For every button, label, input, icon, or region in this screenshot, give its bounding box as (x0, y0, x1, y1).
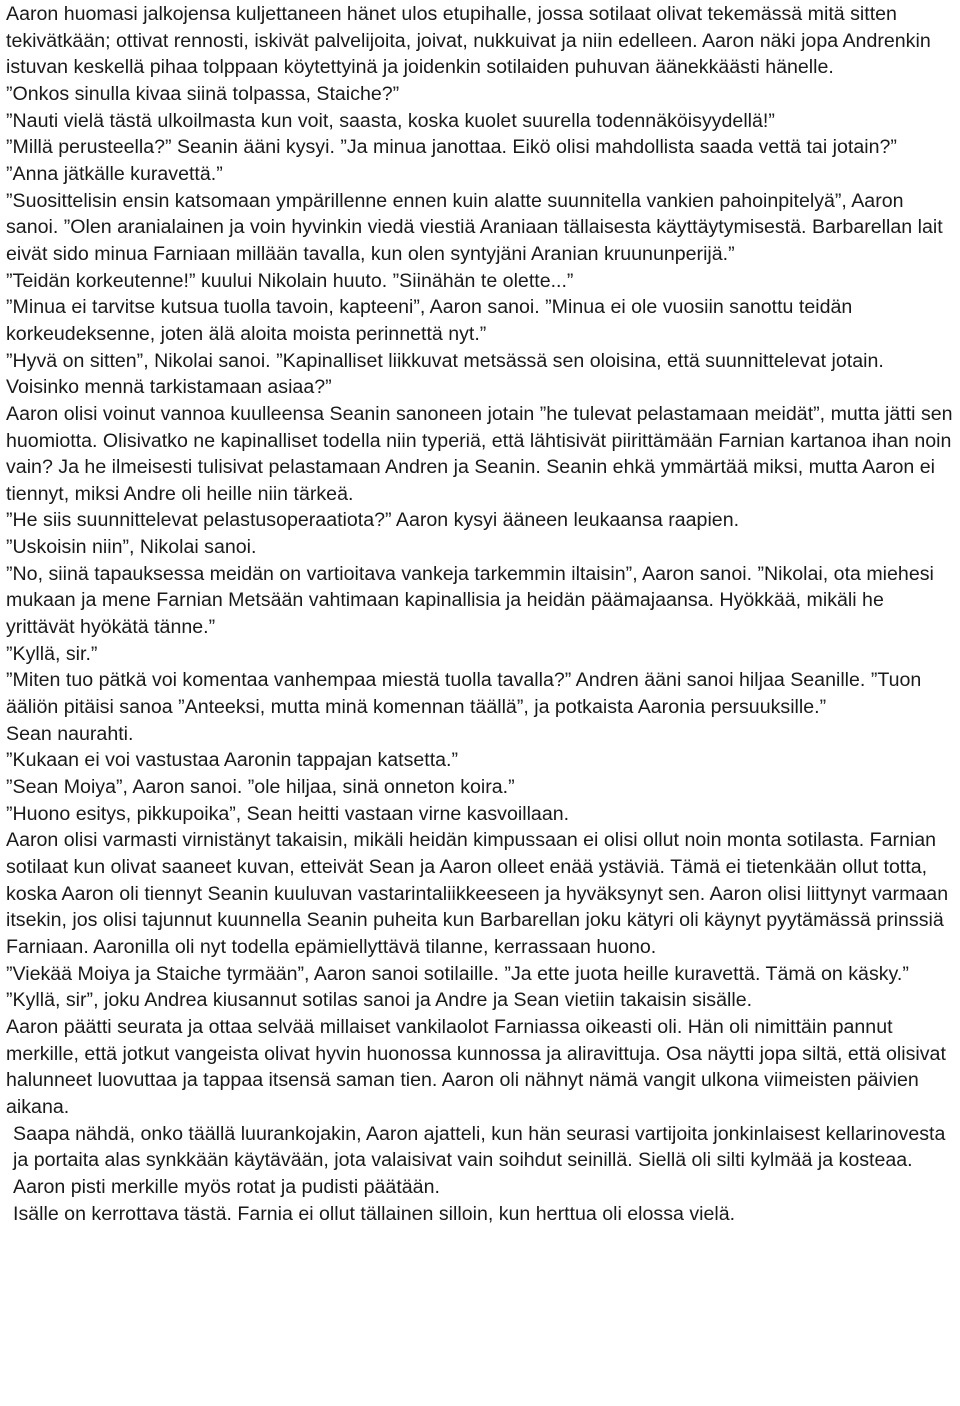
dialogue-line: ”Kyllä, sir”, joku Andrea kiusannut sotilas sanoi ja Andre ja Sean vietiin takaisin sisälle. (6, 989, 753, 1012)
paragraph: Isälle on kerrottava tästä. Farnia ei ollut tällainen silloin, kun herttua oli elossa vielä. (13, 1202, 736, 1225)
paragraph: Sean naurahti. (6, 722, 134, 745)
paragraph: Aaron pisti merkille myös rotat ja pudisti päätään. (13, 1175, 440, 1198)
dialogue-line: ”No, siinä tapauksessa meidän on vartioitava vankeja tarkemmin iltaisin”, Aaron sanoi. ”Nikolai, ota miehesi mukaan ja mene Farnian Metsään vahtimaan kapinallisia ja heidän päämajaansa. Hyökkää, mikäli he yrittävät hyökätä tänne.” (6, 562, 934, 639)
paragraph: Aaron päätti seurata ja ottaa selvää millaiset vankilaolot Farniassa oikeasti oli. Hän oli nimittäin pannut merkille, että jotkut vangeista olivat hyvin huonossa kunnossa ja aliravittuja. Osa näytti jopa siltä, että olisivat halunneet luovuttaa ja tappaa itsensä saman tien. Aaron oli nähnyt nämä vangit ulkona viimeisten päivien aikana. (6, 1015, 946, 1118)
dialogue-line: ”Millä perusteella?” Seanin ääni kysyi. ”Ja minua janottaa. Eikö olisi mahdollista saada vettä tai jotain?” (6, 136, 897, 159)
paragraph: Aaron huomasi jalkojensa kuljettaneen hänet ulos etupihalle, jossa sotilaat olivat tekemässä mitä sitten tekivätkään; ottivat rennosti, iskivät palvelijoita, joivat, nukkuivat ja niin edelleen. Aaron näki jopa Andrenkin istuvan keskellä pihaa tolppaan köytettyinä ja joidenkin sotilaiden puhuvan äänekkäästi hänelle. (6, 3, 931, 79)
paragraph: Aaron olisi varmasti virnistänyt takaisin, mikäli heidän kimpussaan ei olisi ollut noin monta sotilasta. Farnian sotilaat kun olivat saaneet kuvan, etteivät Sean ja Aaron olleet enää ystäviä. Tämä ei tietenkään ollut totta, koska Aaron oli tiennyt Seanin kuuluvan vastarintaliikkeeseen ja hyväksynyt sen. Aaron olisi liittynyt varmaan itsekin, jos olisi tajunnut kuunnella Seanin puheita kun Barbarellan joku kätyri oli käynyt pyytämässä prinssiä Farniaan. Aaronilla oli nyt todella epämiellyttävä tilanne, kerrassaan huono. (6, 829, 949, 958)
paragraph: Saapa nähdä, onko täällä luurankojakin, Aaron ajatteli, kun hän seurasi vartijoita jonkinlaisest kellarinovesta ja portaita alas synkkään käytävään, jota valaisivat vain soihdut seinillä. Siellä oli silti kylmää ja kosteaa. (13, 1122, 946, 1172)
dialogue-line: ”Teidän korkeutenne!” kuului Nikolain huuto. ”Siinähän te olette...” (6, 269, 574, 292)
dialogue-line: ”Hyvä on sitten”, Nikolai sanoi. ”Kapinalliset liikkuvat metsässä sen oloisina, että suunnittelevat jotain. Voisinko mennä tarkistamaan asiaa?” (6, 349, 884, 399)
dialogue-line: ”Kyllä, sir.” (6, 642, 98, 665)
dialogue-line: ”Onkos sinulla kivaa siinä tolpassa, Staiche?” (6, 82, 400, 105)
dialogue-line: ”He siis suunnittelevat pelastusoperaatiota?” Aaron kysyi ääneen leukaansa raapien. (6, 509, 740, 532)
dialogue-line: ”Suosittelisin ensin katsomaan ympärillenne ennen kuin alatte suunnitella vankien pahoinpitelyä”, Aaron sanoi. ”Olen aranialainen ja voin hyvinkin viedä viestiä Araniaan tällaisesta käyttäytymisestä. Barbarellan lait eivät sido minua Farniaan millään tavalla, kun olen syntyjäni Aranian kruununperijä.” (6, 189, 943, 265)
dialogue-line: ”Huono esitys, pikkupoika”, Sean heitti vastaan virne kasvoillaan. (6, 802, 570, 825)
dialogue-line: ”Miten tuo pätkä voi komentaa vanhempaa miestä tuolla tavalla?” Andren ääni sanoi hiljaa Seanille. ”Tuon ääliön pitäisi sanoa ”Anteeksi, mutta minä komennan täällä”, ja potkaista Aaronia persuuksille.” (6, 669, 922, 719)
dialogue-line: ”Nauti vielä tästä ulkoilmasta kun voit, saasta, koska kuolet suurella todennäköisyydellä!” (6, 109, 775, 132)
dialogue-line: ”Sean Moiya”, Aaron sanoi. ”ole hiljaa, sinä onneton koira.” (6, 776, 515, 799)
dialogue-line: ”Anna jätkälle kuravettä.” (6, 162, 223, 185)
dialogue-line: ”Kukaan ei voi vastustaa Aaronin tappajan katsetta.” (6, 749, 459, 772)
dialogue-line: ”Minua ei tarvitse kutsua tuolla tavoin, kapteeni”, Aaron sanoi. ”Minua ei ole vuosiin sanottu teidän korkeudeksenne, joten älä aloita moista perinnettä nyt.” (6, 296, 853, 345)
dialogue-line: ”Uskoisin niin”, Nikolai sanoi. (6, 536, 257, 559)
paragraph: Aaron olisi voinut vannoa kuulleensa Seanin sanoneen jotain ”he tulevat pelastamaan meidät”, mutta jätti sen huomiotta. Olisivatko ne kapinalliset todella niin typeriä, että lähtisivät piirittämään Farnian kartanoa ihan noin vain? Ja he ilmeisesti tulisivat pelastamaan Andren ja Seanin. Seanin ehkä ymmärtää miksi, mutta Aaron ei tiennyt, miksi Andre oli heille niin tärkeä. (6, 402, 953, 505)
dialogue-line: ”Viekää Moiya ja Staiche tyrmään”, Aaron sanoi sotilaille. ”Ja ette juota heille kuravettä. Tämä on käsky.” (6, 962, 909, 985)
